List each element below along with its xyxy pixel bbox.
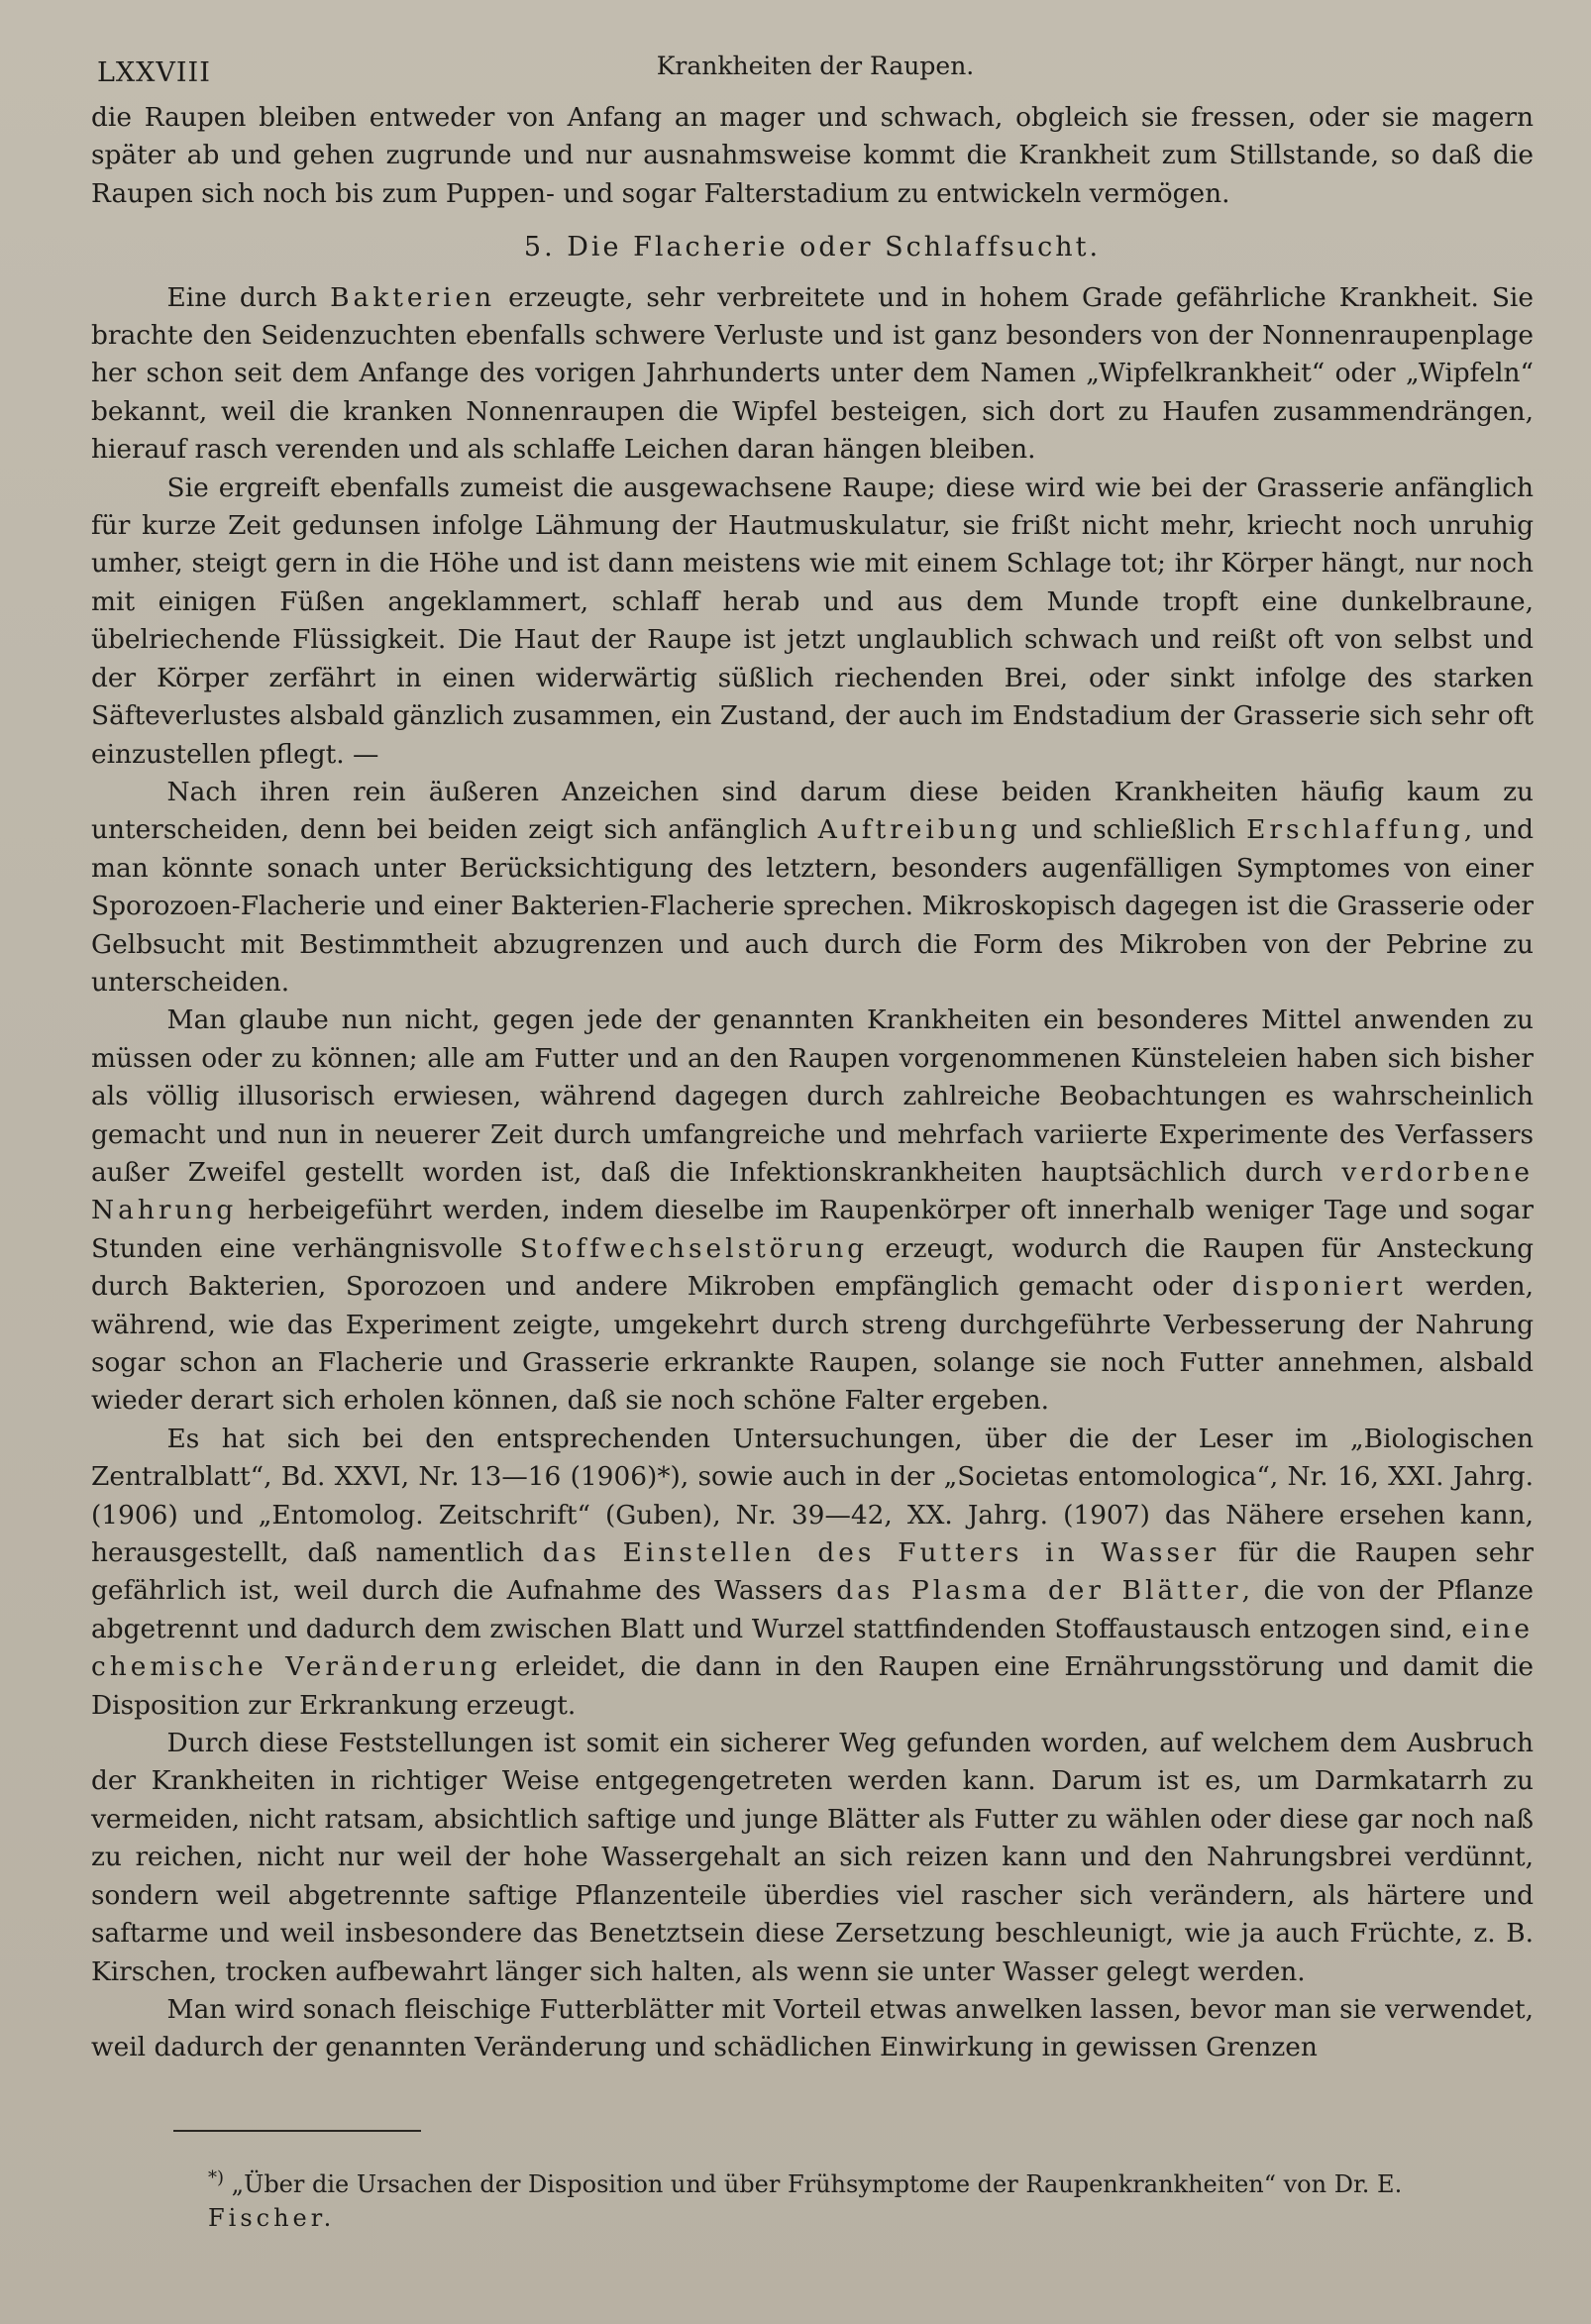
footnote-text: „Über die Ursachen der Disposition und über Frühsymptome der Raupenkrankheiten“ von Dr. E. — [224, 2170, 1403, 2198]
text-run: erzeugte, sehr verbreitete und in hohem Grade gefährliche Krankheit. Sie brachte den Seidenzuchten ebenfalls schwere Verluste und ist ganz besonders von der Nonnenraupenplage her schon seit dem Anfange des vorigen Jahrhunderts unter dem Namen „Wipfelkrankheit“ oder „Wipfeln“ bekannt, weil die kranken Nonnenraupen die Wipfel besteigen, sich dort zu Haufen zusammendrängen, hierauf rasch verenden und als schlaffe Leichen daran hängen bleiben. — [91, 281, 1534, 466]
page-header — [97, 52, 1534, 91]
footnote-marker: *) — [208, 2167, 225, 2188]
emphasis-spaced: Bakterien — [330, 281, 496, 313]
text-run: für die Raupen sehr gefährlich ist, weil durch die Aufnahme des Wassers — [91, 1537, 1534, 1607]
paragraph-7: Man wird sonach fleischige Futterblätter mit Vorteil etwas anwelken lassen, bevor man sie verwendet, weil dadurch der genannten Veränderung und schädlichen Einwirkung in gewissen Grenzen — [91, 1993, 1534, 2063]
page-number: LXXVIII — [97, 57, 211, 88]
emphasis-spaced: Stoffwechselstörung — [519, 1232, 869, 1264]
emphasis-spaced: eine chemische Veränderung — [91, 1613, 1534, 1683]
text-run: herbeigeführt werden, indem dieselbe im Raupenkörper oft innerhalb weniger Tage und sogar Stunden eine verhängnisvolle — [91, 1195, 1534, 1264]
paragraph-3 — [91, 774, 1534, 1002]
paragraph-5 — [91, 1421, 1534, 1725]
text-run: erleidet, die dann in den Raupen eine Ernährungsstörung und damit die Disposition zur Erkrankung erzeugt. — [91, 1651, 1534, 1721]
footnote-author: Fischer. — [208, 2204, 336, 2232]
text-run: erzeugt, wodurch die Raupen für Ansteckung durch Bakterien, Sporozoen und andere Mikroben empfänglich gemacht oder — [91, 1232, 1534, 1303]
paragraph-1 — [91, 279, 1534, 470]
text-run: Es hat sich bei den entsprechenden Untersuchungen, über die der Leser im „Biologischen Zentralblatt“, Bd. XXVI, Nr. 13—16 (1906)*), sowie auch in der „Societas entomologica“, Nr. 16, XXI. Jahrg. (1906) und „Entomolog. Zeitschrift“ (Guben), Nr. 39—42, XX. Jahrg. (1907) das Nähere ersehen kann, herausgestellt, daß namentlich — [91, 1423, 1534, 1569]
section-heading: 5. Die Flacherie oder Schlaffsucht. — [523, 232, 1102, 264]
main-text — [91, 99, 1534, 2067]
emphasis-spaced: Auftreibung — [817, 814, 1021, 846]
text-run: , und man könnte sonach unter Berücksichtigung des letztern, besonders augenfälligen Symptomes von einer Sporozoen-Flacherie und einer Bakterien-Flacherie sprechen. Mikroskopisch dagegen ist die Grasserie oder Gelbsucht mit Bestimmtheit abzugrenzen und auch durch die Form des Mikroben von der Pebrine zu unterscheiden. — [91, 814, 1534, 998]
text-run: werden, während, wie das Experiment zeigte, umgekehrt durch streng durchgeführte Verbesserung der Nahrung sogar schon an Flacherie und Grasserie erkrankte Raupen, solange sie noch Futter annehmen, alsbald wieder derart sich erholen können, daß sie noch schöne Falter ergeben. — [91, 1271, 1535, 1417]
text-run: Eine durch — [166, 281, 331, 313]
emphasis-spaced: das Plasma der Blätter — [836, 1575, 1242, 1607]
text-run: und schließlich — [1020, 814, 1247, 846]
emphasis-spaced: disponiert — [1231, 1271, 1407, 1303]
paragraph-2: Sie ergreift ebenfalls zumeist die ausgewachsene Raupe; diese wird wie bei der Grasserie anfänglich für kurze Zeit gedunsen infolge Lähmung der Hautmuskulatur, sie frißt nicht mehr, kriecht noch unruhig umher, steigt gern in die Höhe und ist dann meistens wie mit einem Schlage tot; ihr Körper hängt, nur noch mit einigen Füßen angeklammert, schlaff herab und aus dem Munde tropft eine dunkelbraune, übelriechende Flüssigkeit. Die Haut der Raupe ist jetzt unglaublich schwach und reißt oft von selbst und der Körper zerfährt in einen widerwärtig süßlich riechenden Brei, oder sinkt infolge des starken Säfteverlustes alsbald gänzlich zusammen, ein Zustand, der auch im Endstadium der Grasserie sich sehr oft einzustellen pflegt. — — [91, 472, 1534, 770]
paragraph-6: Durch diese Feststellungen ist somit ein sicherer Weg gefunden worden, auf welchem dem Ausbruch der Krankheiten in richtiger Weise entgegengetreten werden kann. Darum ist es, um Darmkatarrh zu vermeiden, nicht ratsam, absichtlich saftige und junge Blätter als Futter zu wählen oder diese gar noch naß zu reichen, nicht nur weil der hohe Wassergehalt an sich reizen kann und den Nahrungsbrei verdünnt, sondern weil abgetrennte saftige Pflanzenteile überdies viel rascher sich verändern, als härtere und saftarme und weil insbesondere das Benetztsein diese Zersetzung beschleunigt, wie ja auch Früchte, z. B. Kirschen, trocken aufbewahrt länger sich halten, als wenn sie unter Wasser gelegt werden. — [91, 1728, 1534, 1987]
text-run: Man glaube nun nicht, gegen jede der genannten Krankheiten ein besonderes Mittel anwenden zu müssen oder zu können; alle am Futter und an den Raupen vorgenommenen Künsteleien haben sich bisher als völlig illusorisch erwiesen, während dagegen durch zahlreiche Beobachtungen es wahrscheinlich gemacht und nun in neuerer Zeit durch umfangreiche und mehrfach variierte Experimente des Verfassers außer Zweifel gestellt worden ist, daß die Infektionskrankheiten hauptsächlich durch — [91, 1004, 1534, 1188]
intro-paragraph: die Raupen bleiben entweder von Anfang an mager und schwach, obgleich sie fressen, oder sie magern später ab und gehen zugrunde und nur ausnahmsweise kommt die Krankheit zum Stillstande, so daß die Raupen sich noch bis zum Puppen- und sogar Falterstadium zu entwickeln vermögen. — [91, 102, 1534, 209]
emphasis-spaced: Erschlaffung — [1246, 814, 1464, 846]
paragraph-4 — [91, 1002, 1534, 1420]
running-title: Krankheiten der Raupen. — [656, 52, 975, 80]
text-run: , die von der Pflanze abgetrennt und dadurch dem zwischen Blatt und Wurzel stattfindenden Stoffaustausch entzogen sind, — [91, 1575, 1534, 1644]
footnote-divider — [173, 2130, 421, 2132]
footnote — [208, 2162, 1536, 2235]
emphasis-spaced: verdorbene Nahrung — [91, 1156, 1534, 1226]
emphasis-spaced: das Einstellen des Futters in Wasser — [542, 1537, 1220, 1569]
text-run: Nach ihren rein äußeren Anzeichen sind darum diese beiden Krankheiten häufig kaum zu unterscheiden, denn bei beiden zeigt sich anfänglich — [91, 776, 1534, 846]
